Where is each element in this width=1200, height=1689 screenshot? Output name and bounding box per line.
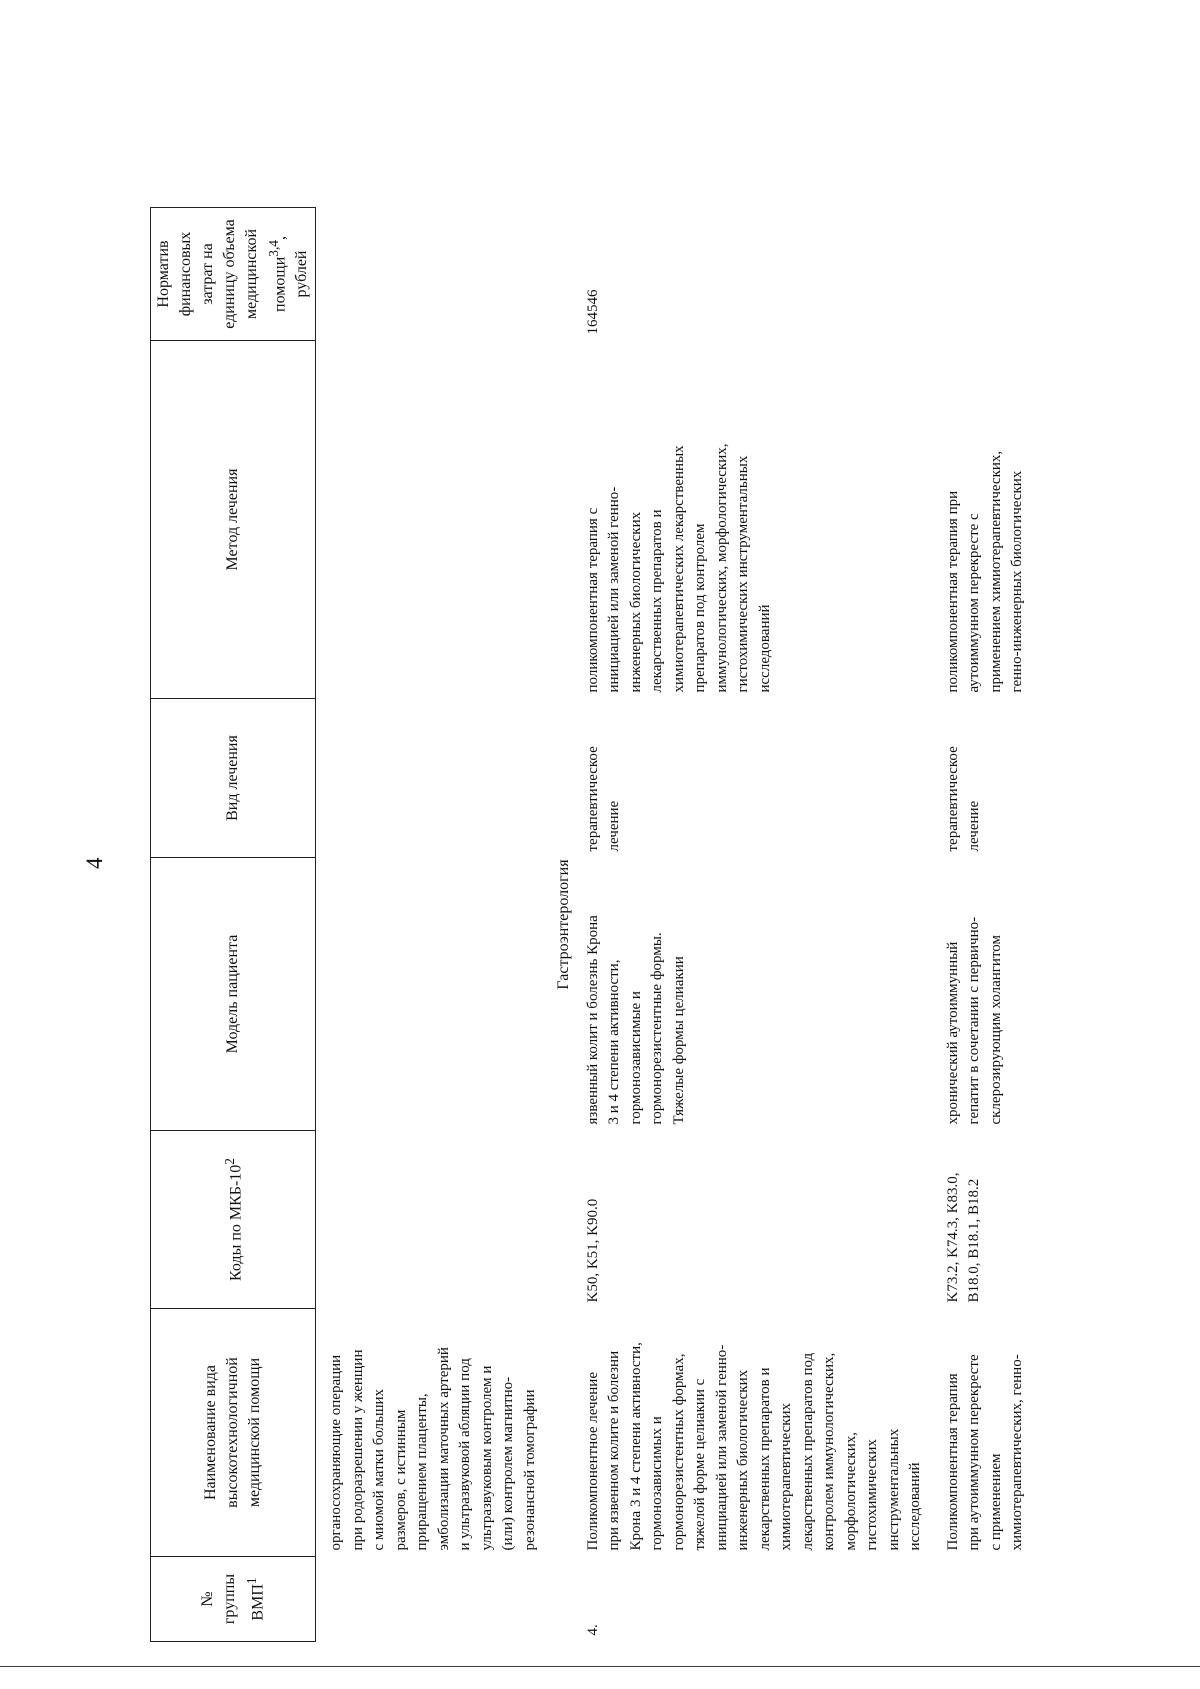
table-row-continuation xyxy=(316,208,544,1642)
table-row xyxy=(929,208,1031,1642)
cell-treatment-method: поликомпонентная терапия при аутоиммунном перекресте с применением химиотерапевтических, генно-инженерных биологических xyxy=(944,450,1026,693)
cell-continuation-name: органосохраняющие операции при родоразрешении у женщин с миомой матки больших размеров, с истинным приращением плаценты, эмболизации маточных артерий и ультразвуковой абляции под ультразвуковым контролем и (или) контролем магнитно- резонансной томографии xyxy=(328,1347,538,1551)
cell-icd-codes: K50, K51, K90.0 xyxy=(584,1198,601,1303)
page-number: 4 xyxy=(82,857,107,869)
header-num-group: группы xyxy=(221,1573,238,1625)
cell-empty xyxy=(316,699,544,858)
cell-empty xyxy=(316,208,544,341)
vmp-table xyxy=(150,207,1031,1642)
cell-group-number: 4. xyxy=(584,1624,601,1636)
section-title: Гастроэнтерология xyxy=(555,859,573,990)
cell-treatment-kind: терапевтическое лечение xyxy=(584,746,623,852)
header-treatment-kind: Вид лечения xyxy=(151,699,316,858)
cell-empty xyxy=(316,1557,544,1642)
header-cost-unit: , рублей xyxy=(271,236,311,298)
header-icd-label: Коды по МКБ-10 xyxy=(227,1164,245,1281)
cell-vmp-name: Поликомпонентное лечение при язвенном колите и болезни Крона 3 и 4 степени активности, гормонозависимых и гормонорезистентных формах, тяжелой форме целиакии с инициацией или заменой генно- инженерных биологических лекарственных препаратов и химиотерапевтических лекарственных препаратов под контролем иммунологических, морфологических, гистохимических инструментальных исследований xyxy=(584,1342,924,1551)
section-row xyxy=(543,208,581,1642)
cell-patient-model: язвенный колит и болезнь Крона 3 и 4 степени активности, гормонозависимые и гормонорезистентные формы. Тяжелые формы целиакии xyxy=(584,915,687,1125)
cell-cost-norm xyxy=(929,208,1031,341)
table-row xyxy=(581,208,929,1642)
cell-patient-model: хронический аутоиммунный гепатит в сочетании с первично- склерозирующим холангитом xyxy=(944,916,1004,1125)
cell-treatment-method: поликомпонентная терапия с инициацией или заменой генно- инженерных биологических лекарственных препаратов и химиотерапевтических лекарственных препаратов под контролем иммунологических, морфологических, гистохимических инструментальных исследований xyxy=(584,443,773,693)
cell-treatment-kind: терапевтическое лечение xyxy=(944,746,983,852)
cell-cost-norm: 164546 xyxy=(584,289,601,335)
header-cost-norm xyxy=(151,208,316,341)
header-treatment-method: Метод лечения xyxy=(151,341,316,699)
cell-empty xyxy=(316,341,544,699)
header-num-symbol: № xyxy=(199,1591,216,1607)
header-num-footnote: 1 xyxy=(244,1577,259,1585)
table-header-row xyxy=(151,208,316,1642)
header-icd-footnote: 2 xyxy=(222,1158,237,1165)
header-icd-codes xyxy=(151,1131,316,1309)
cell-empty xyxy=(316,1131,544,1309)
header-num-vmp: ВМП xyxy=(249,1584,267,1621)
cell-empty xyxy=(316,858,544,1131)
header-vmp-name: Наименование вида высокотехнологичной медицинской помощи xyxy=(151,1309,316,1557)
header-cost-label: Норматив финансовых затрат на единицу объема медицинской помощи xyxy=(155,219,289,329)
header-patient-model: Модель пациента xyxy=(151,858,316,1131)
header-cost-footnote: 3,4 xyxy=(266,240,281,257)
cell-group-number xyxy=(929,1557,1031,1642)
header-group-number xyxy=(151,1557,316,1642)
cell-icd-codes: K73.2, K74.3, K83.0, B18.0, B18.1, B18.2 xyxy=(944,1172,983,1303)
cell-vmp-name: Поликомпонентная терапия при аутоиммунном перекресте с применением химиотерапевтических, генно- xyxy=(944,1354,1026,1551)
